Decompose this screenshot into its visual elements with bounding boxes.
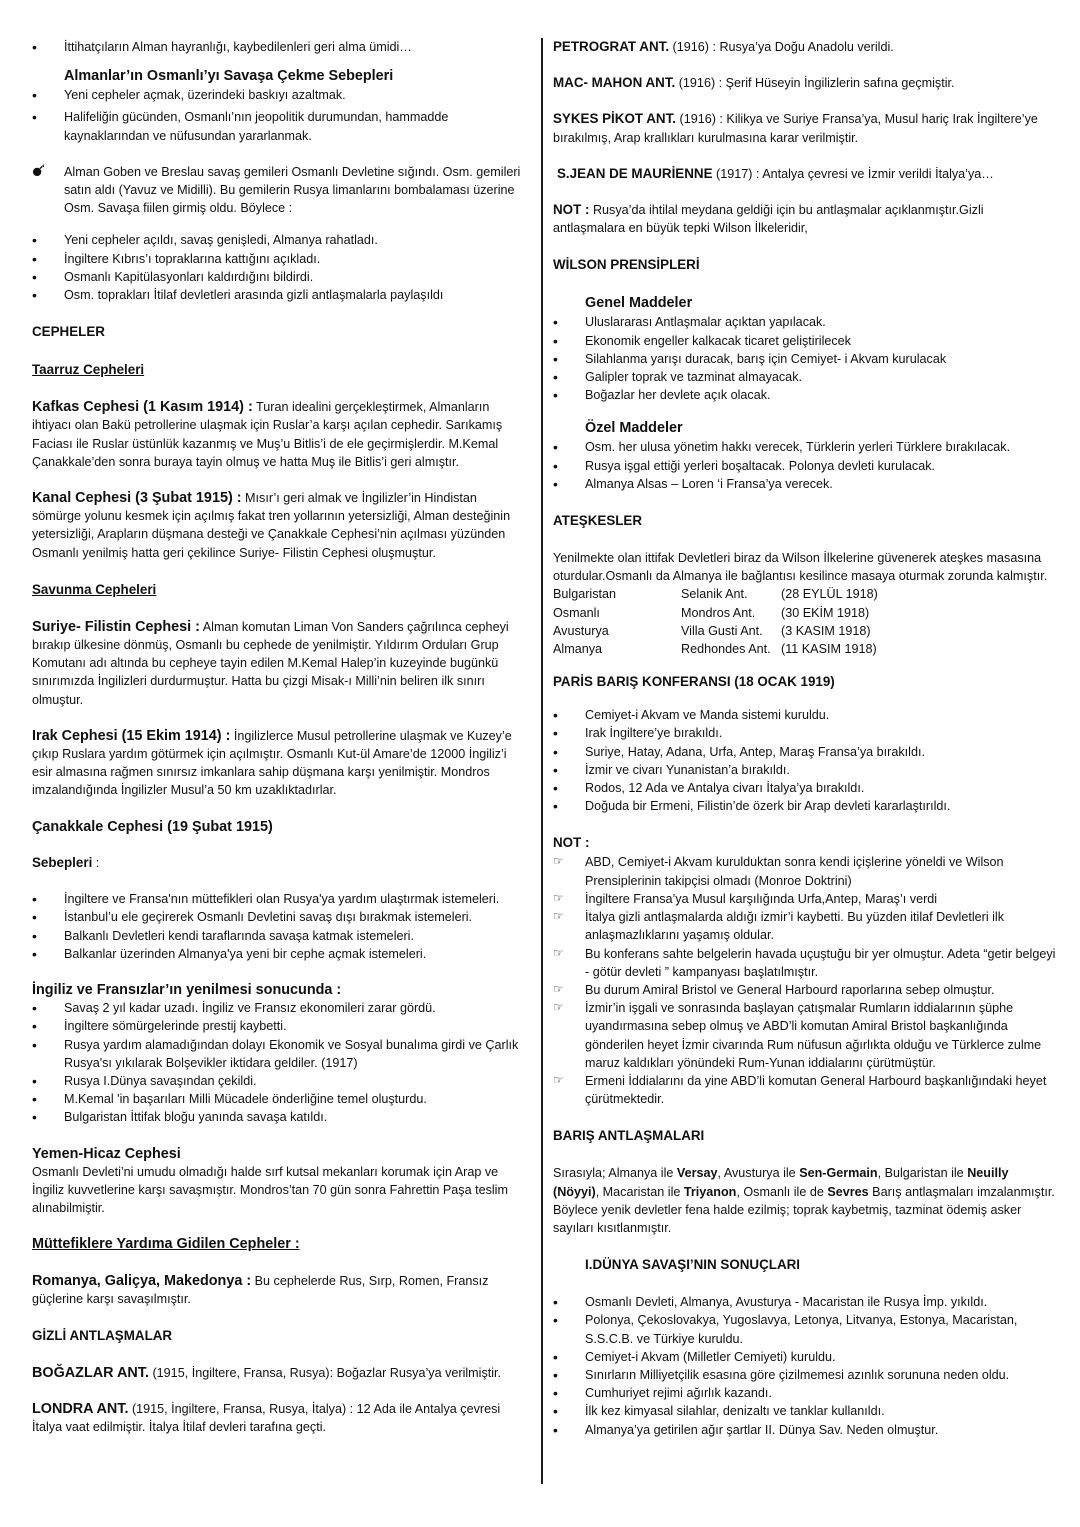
- baris-text: , Avusturya ile: [717, 1166, 800, 1181]
- armistice-date: (28 EYLÜL 1918): [781, 587, 878, 602]
- not-paragraph: [553, 201, 1058, 237]
- results-list: [32, 231, 529, 304]
- intro-list: [32, 38, 529, 56]
- romanya-title: Romanya, Galiçya, Makedonya :: [32, 1272, 252, 1289]
- treaty-sevres: Sevres: [827, 1184, 869, 1199]
- petrograt-text: (1916) : Rusya’ya Doğu Anadolu verildi.: [669, 40, 894, 54]
- kanal-title: Kanal Cephesi (3 Şubat 1915) :: [32, 490, 242, 507]
- yemen-heading: Yemen-Hicaz Cephesi: [32, 1145, 181, 1162]
- list-item: • Cemiyet-i Akvam (Milletler Cemiyeti) kuruldu.: [553, 1348, 1058, 1366]
- ateskes-text: Yenilmekte olan ittifak Devletleri biraz da Wilson İlkelerine güvenerek ateşkes masasına oturdular.Osmanlı da Almanya ile bağlantısı kesilince masaya oturmak zorunda kalmıştır.: [553, 551, 1048, 584]
- list-item: • Boğazlar her devlete açık olacak.: [553, 386, 1058, 404]
- macmahon-title: MAC- MAHON ANT.: [553, 75, 676, 91]
- sonuc-list: [553, 1293, 1058, 1439]
- list-item: • Savaş 2 yıl kadar uzadı. İngiliz ve Fransız ekonomileri zarar gördü.: [32, 999, 529, 1017]
- list-item: • İngiltere sömürgelerinde prestij kaybetti.: [32, 1017, 529, 1035]
- baris-text: , Osmanlı ile de: [736, 1184, 828, 1199]
- list-item: • Rusya yardım alamadığından dolayı Ekonomik ve Sosyal bunalıma girdi ve Çarlık Rusya'sı yıkılarak Bolşevikler iktidara geldiler. (1917): [32, 1036, 529, 1072]
- romanya-text: Bu cephelerde Rus, Sırp, Romen, Fransız güçlerine karşı savaşılmıştır.: [32, 1273, 489, 1306]
- list-item: • Osm. her ulusa yönetim hakkı verecek, Türklerin yerleri Türklere bırakılacak.: [553, 438, 1058, 456]
- list-item: ☞ İngiltere Fransa’ya Musul karşılığında Urfa,Antep, Maraş’ı verdi: [553, 890, 1058, 908]
- list-item: • İngiltere ve Fransa'nın müttefikleri olan Rusya'ya yardım ulaştırmak istemeleri.: [32, 890, 529, 908]
- ateskes-heading: ATEŞKESLER: [553, 513, 643, 529]
- list-item: • Rusya I.Dünya savaşından çekildi.: [32, 1072, 529, 1090]
- sykes-title: SYKES PİKOT ANT.: [553, 111, 677, 127]
- armistice-country: Osmanlı: [553, 605, 600, 620]
- genel-heading: Genel Maddeler: [585, 295, 693, 312]
- taarruz-heading: Taarruz Cepheleri: [32, 362, 145, 378]
- gizli-heading: GİZLİ ANTLAŞMALAR: [32, 1327, 173, 1343]
- list-item: • Bulgaristan İttifak bloğu yanında savaşa katıldı.: [32, 1108, 529, 1126]
- suriye-paragraph: [32, 618, 529, 709]
- list-item: • Sınırların Milliyetçilik esasına göre çizilmemesi azınlık sorununa neden oldu.: [553, 1366, 1058, 1384]
- sjean-paragraph: [553, 165, 1058, 183]
- list-item: ☞ İzmir’in işgali ve sonrasında başlayan çatışmalar Rumların iddialarının şüphe uyandırmasına sebep olmuş ve ABD’li komutan Amiral Bristol başkanlığında gönderilen heyet İzmir civarında Rum nüfusun ağırlıkta olduğu ve Türklerce zulme maruz kaldıkları yönündeki Rum-Yunan iddialarını çürütmüştür.: [553, 999, 1058, 1072]
- londra-title: LONDRA ANT.: [32, 1401, 129, 1418]
- defeat-heading: İngiliz ve Fransızlar’ın yenilmesi sonucunda :: [32, 981, 342, 998]
- irak-text: İngilizlerce Musul petrollerine ulaşmak ve Kuzey’e çıkıp Ruslara yardım götürmek için açılmıştır. Osmanlı Kut-ül Amare’de 12000 İngiliz’i esir almasına rağmen sınırsız imkanlara sahip düşmana karşı yenilmiştir. Mondros imzalandığında İngilizler Musul’a 50 km uzaklıktadırlar.: [32, 728, 512, 798]
- kafkas-title: Kafkas Cephesi (1 Kasım 1914) :: [32, 399, 253, 416]
- list-item: • Suriye, Hatay, Adana, Urfa, Antep, Maraş Fransa’ya bırakıldı.: [553, 743, 1058, 761]
- list-item: ☞ Bu durum Amiral Bristol ve General Harbourd raporlarına sebep olmuştur.: [553, 981, 1058, 999]
- macmahon-text: (1916) : Şerif Hüseyin İngilizlerin safına geçmiştir.: [675, 76, 955, 91]
- treaty-versay: Versay: [676, 1166, 718, 1181]
- sebepleri-line: [32, 854, 529, 872]
- list-item: • Galipler toprak ve tazminat almayacak.: [553, 368, 1058, 386]
- list-item: • Cemiyet-i Akvam ve Manda sistemi kuruldu.: [553, 706, 1058, 724]
- not2-label: NOT :: [553, 835, 590, 851]
- londra-paragraph: [32, 1400, 529, 1436]
- list-item: • Yeni cepheler açıldı, savaş genişledi, Almanya rahatladı.: [32, 231, 529, 249]
- armistice-treaty: Selanik Ant.: [681, 587, 748, 602]
- list-item: • Doğuda bir Ermeni, Filistin’de özerk bir Arap devleti kararlaştırıldı.: [553, 797, 1058, 815]
- armistice-date: (11 KASIM 1918): [781, 642, 877, 657]
- list-item: • Cumhuriyet rejimi ağırlık kazandı.: [553, 1384, 1058, 1402]
- muttefik-heading: Müttefiklere Yardıma Gidilen Cepheler :: [32, 1236, 300, 1253]
- sykes-paragraph: [553, 110, 1058, 146]
- list-item: • Yeni cepheler açmak, üzerindeki baskıyı azaltmak.: [32, 86, 529, 104]
- londra-text: (1915, İngiltere, Fransa, Rusya, İtalya) : 12 Ada ile Antalya çevresi İtalya vaat edilmiştir. İtalya İtilaf devleri tarafına geçti.: [32, 1402, 501, 1435]
- list-item: • Rodos, 12 Ada ve Antalya civarı İtalya’ya bırakıldı.: [553, 779, 1058, 797]
- list-item: ☞ ABD, Cemiyet-i Akvam kurulduktan sonra kendi içişlerine yöneldi ve Wilson Prensiplerinin takipçisi olmadı (Monroe Doktrini): [553, 853, 1058, 889]
- list-item: • Balkanlar üzerinden Almanya'ya yeni bir cephe açmak istemeleri.: [32, 945, 529, 963]
- treaty-neuilly: Neuilly (Nöyyi): [553, 1166, 1009, 1199]
- list-item: • Silahlanma yarışı duracak, barış için Cemiyet- i Akvam kurulacak: [553, 350, 1058, 368]
- table-row: [553, 604, 1058, 622]
- romanya-paragraph: [32, 1272, 529, 1308]
- armistice-country: Bulgaristan: [553, 587, 617, 602]
- sjean-title: S.JEAN DE MAURİENNE: [557, 165, 713, 181]
- treaty-triyanon: Triyanon: [683, 1184, 737, 1199]
- paris-list: [553, 706, 1058, 815]
- baris-text: Barış antlaşmaları imzalanmıştır. Böylece yenik devletler fena halde ezilmiş; toprak kaybetmiş, tazminat ödemiş asker sayıları kısıtlanmıştır.: [553, 1184, 1055, 1235]
- armistice-date: (3 KASIM 1918): [781, 623, 871, 638]
- list-item: • Osmanlı Kapitülasyonları kaldırdığını bildirdi.: [32, 268, 529, 286]
- armistice-treaty: Redhondes Ant.: [681, 642, 771, 657]
- list-item: ☞ Bu konferans sahte belgelerin havada uçuştuğu bir yer olmuştur. Adeta “getir belgeyi - götür devleti ” kampanyası başlatılmıştır.: [553, 945, 1058, 981]
- list-item: • Halifeliğin gücünden, Osmanlı’nın jeopolitik durumundan, hammadde kaynaklarından ve nüfusundan yararlanmak.: [32, 108, 529, 144]
- list-item: • İstanbul’u ele geçirerek Osmanlı Devletini savaş dışı bırakmak istemeleri.: [32, 908, 529, 926]
- list-item: ☞ Ermeni İddialarını da yine ABD’li komutan General Harbourd başkanlığındaki heyet çürütmektedir.: [553, 1072, 1058, 1108]
- sonuc-heading: I.DÜNYA SAVAŞI’NIN SONUÇLARI: [585, 1257, 801, 1273]
- ozel-heading: Özel Maddeler: [585, 420, 683, 437]
- paris-heading: PARİS BARIŞ KONFERANSI (18 OCAK 1919): [553, 674, 835, 690]
- canakkale-heading: Çanakkale Cephesi (19 Şubat 1915): [32, 818, 273, 835]
- goben-note: [32, 163, 529, 218]
- baris-text: Sırasıyla; Almanya ile: [553, 1166, 677, 1181]
- suriye-title: Suriye- Filistin Cephesi :: [32, 618, 200, 635]
- list-item: • Polonya, Çekoslovakya, Yugoslavya, Letonya, Litvanya, Estonya, Macaristan, S.S.C.B. ve Türkiye kuruldu.: [553, 1311, 1058, 1347]
- irak-paragraph: [32, 727, 529, 800]
- petrograt-title: PETROGRAT ANT.: [553, 39, 670, 54]
- armistice-date: (30 EKİM 1918): [781, 605, 870, 620]
- baris-paragraph: [553, 1164, 1058, 1237]
- list-item: • Uluslararası Antlaşmalar açıktan yapılacak.: [553, 313, 1058, 331]
- right-column: [553, 38, 1058, 1439]
- list-item: ☞ İtalya gizli antlaşmalarda aldığı izmir’i kaybetti. Bu yüzden itilaf Devletleri ilk anlaşmazlıklarını yaşamış oldular.: [553, 908, 1058, 944]
- list-item: • İttihatçıların Alman hayranlığı, kaybedilenleri geri alma ümidi…: [32, 38, 529, 56]
- list-item: • M.Kemal 'in başarıları Milli Mücadele önderliğine temel oluşturdu.: [32, 1090, 529, 1108]
- genel-list: [553, 313, 1058, 404]
- list-item: • Rusya işgal ettiği yerleri boşaltacak. Polonya devleti kurulacak.: [553, 457, 1058, 475]
- defeat-results-list: [32, 999, 529, 1126]
- irak-title: Irak Cephesi (15 Ekim 1914) :: [32, 727, 231, 744]
- list-item: • İlk kez kimyasal silahlar, denizaltı ve tanklar kullanıldı.: [553, 1402, 1058, 1420]
- column-divider: [541, 38, 543, 1484]
- not-text: Rusya’da ihtilal meydana geldiği için bu antlaşmalar açıklanmıştır.Gizli antlaşmalara en büyük tepki Wilson İlkeleridir,: [553, 203, 984, 236]
- sebepleri-label: Sebepleri: [32, 854, 93, 870]
- baris-heading: BARIŞ ANTLAŞMALARI: [553, 1128, 705, 1144]
- kanal-paragraph: [32, 489, 529, 562]
- armistice-table: [553, 585, 1058, 658]
- bomb-icon: [32, 164, 45, 177]
- treaty-sen-germain: Sen-Germain: [799, 1166, 878, 1181]
- list-item: • Balkanlı Devletleri kendi taraflarında savaşa katmak istemeleri.: [32, 927, 529, 945]
- macmahon-paragraph: [553, 74, 1058, 92]
- goben-text: Alman Goben ve Breslau savaş gemileri Osmanlı Devletine sığındı. Osm. gemileri satın aldı (Yavuz ve Midilli). Bu gemilerin Rusya limanlarını bombalaması üzerine Osm. Savaşa fiilen girmiş oldu. Böylece :: [64, 164, 521, 216]
- not2-list: [553, 853, 1058, 1108]
- table-row: [553, 585, 1058, 603]
- ozel-list: [553, 438, 1058, 493]
- sykes-text: (1916) : Kilikya ve Suriye Fransa’ya, Musul hariç Irak İngiltere’ye bırakılmış, Arap krallıkları kurulmasına karar verilmiştir.: [553, 112, 1038, 145]
- wilson-heading: WİLSON PRENSİPLERİ: [553, 257, 700, 273]
- reasons-list: [32, 86, 529, 145]
- table-row: [553, 622, 1058, 640]
- reasons-heading: Almanlar’ın Osmanlı’yı Savaşa Çekme Sebepleri: [64, 68, 394, 85]
- list-item: • İngiltere Kıbrıs’ı topraklarına kattığını açıkladı.: [32, 250, 529, 268]
- suriye-text: Alman komutan Liman Von Sanders çağrılınca cepheyi bırakıp ülkesine dönmüş, Osmanlı bu cephede de yenilmiştir. Yıldırım Orduları Grup Komutanı adı altında bu cepheye tayin edilen M.Kemal Halep’in kuzeyinde bugünkü sınırımızda İngilizleri durdurmuştur. Hatta bu çizgi Misak-ı Milli’nin beliren ilk sınırı olmuştur.: [32, 619, 509, 707]
- list-item: • İzmir ve civarı Yunanistan’a bırakıldı.: [553, 761, 1058, 779]
- list-item: • Osm. toprakları İtilaf devletleri arasında gizli antlaşmalarla paylaşıldı: [32, 286, 529, 304]
- armistice-country: Avusturya: [553, 623, 609, 638]
- list-item: • Irak İngiltere’ye bırakıldı.: [553, 724, 1058, 742]
- cepheler-heading: CEPHELER: [32, 324, 105, 340]
- bogazlar-title: BOĞAZLAR ANT.: [32, 1364, 149, 1381]
- savunma-heading: Savunma Cepheleri: [32, 581, 157, 597]
- yemen-text: Osmanlı Devleti’ni umudu olmadığı halde sırf kutsal mekanları korumak için Arap ve İngiliz kuvvetlerine karşı savaşmıştır. Mondros’tan 70 gün sonra Fahrettin Paşa teslim alınabilmiştir.: [32, 1164, 508, 1216]
- bogazlar-paragraph: [32, 1364, 529, 1382]
- list-item: • Almanya’ya getirilen ağır şartlar II. Dünya Sav. Neden olmuştur.: [553, 1421, 1058, 1439]
- bogazlar-text: (1915, İngiltere, Fransa, Rusya): Boğazlar Rusya’ya verilmiştir.: [148, 1365, 502, 1380]
- kafkas-text: Turan idealini gerçekleştirmek, Almanların ihtiyacı olan Bakü petrollerine ulaşmak için Ruslar’a karşı açılan cephedir. Sarıkamış Faciası ile Ruslar üstünlük kazanmış ve Muş’u Bitlis’i de ele geçirmişlerdir. M.Kemal Çanakkale’den sonra buraya tayin olmuş ve hatta Muş ile Bitlis’i geri almıştır.: [32, 400, 503, 469]
- kanal-text: Mısır’ı geri almak ve İngilizler’in Hindistan sömürge yolunu kesmek için açılmış fakat tren yollarının yetersizliği, Alman desteğinin yetersizliği, Arapların düşmana desteği ve Çanakkale Cephesi’nin açılması yüzünden Osmanlı yenilmiş hatta geri çekilince Suriye- Filistin Cephesi oluşmuştur.: [32, 491, 511, 560]
- petrograt-paragraph: [553, 38, 1058, 56]
- not-label: NOT :: [553, 202, 590, 218]
- sjean-text: (1917) : Antalya çevresi ve İzmir verildi İtalya’ya…: [712, 166, 994, 181]
- armistice-country: Almanya: [553, 642, 602, 657]
- sebepleri-colon: :: [92, 855, 100, 870]
- baris-text: , Macaristan ile: [595, 1184, 684, 1199]
- canakkale-reasons-list: [32, 890, 529, 963]
- list-item: • Almanya Alsas – Loren ‘i Fransa’ya verecek.: [553, 475, 1058, 493]
- armistice-treaty: Mondros Ant.: [681, 605, 756, 620]
- kafkas-paragraph: [32, 398, 529, 471]
- baris-text: , Bulgaristan ile: [877, 1166, 968, 1181]
- list-item: • Osmanlı Devleti, Almanya, Avusturya - Macaristan ile Rusya İmp. yıkıldı.: [553, 1293, 1058, 1311]
- armistice-treaty: Villa Gusti Ant.: [681, 623, 763, 638]
- list-item: • Ekonomik engeller kalkacak ticaret geliştirilecek: [553, 332, 1058, 350]
- table-row: [553, 640, 1058, 658]
- left-column: [32, 38, 529, 1437]
